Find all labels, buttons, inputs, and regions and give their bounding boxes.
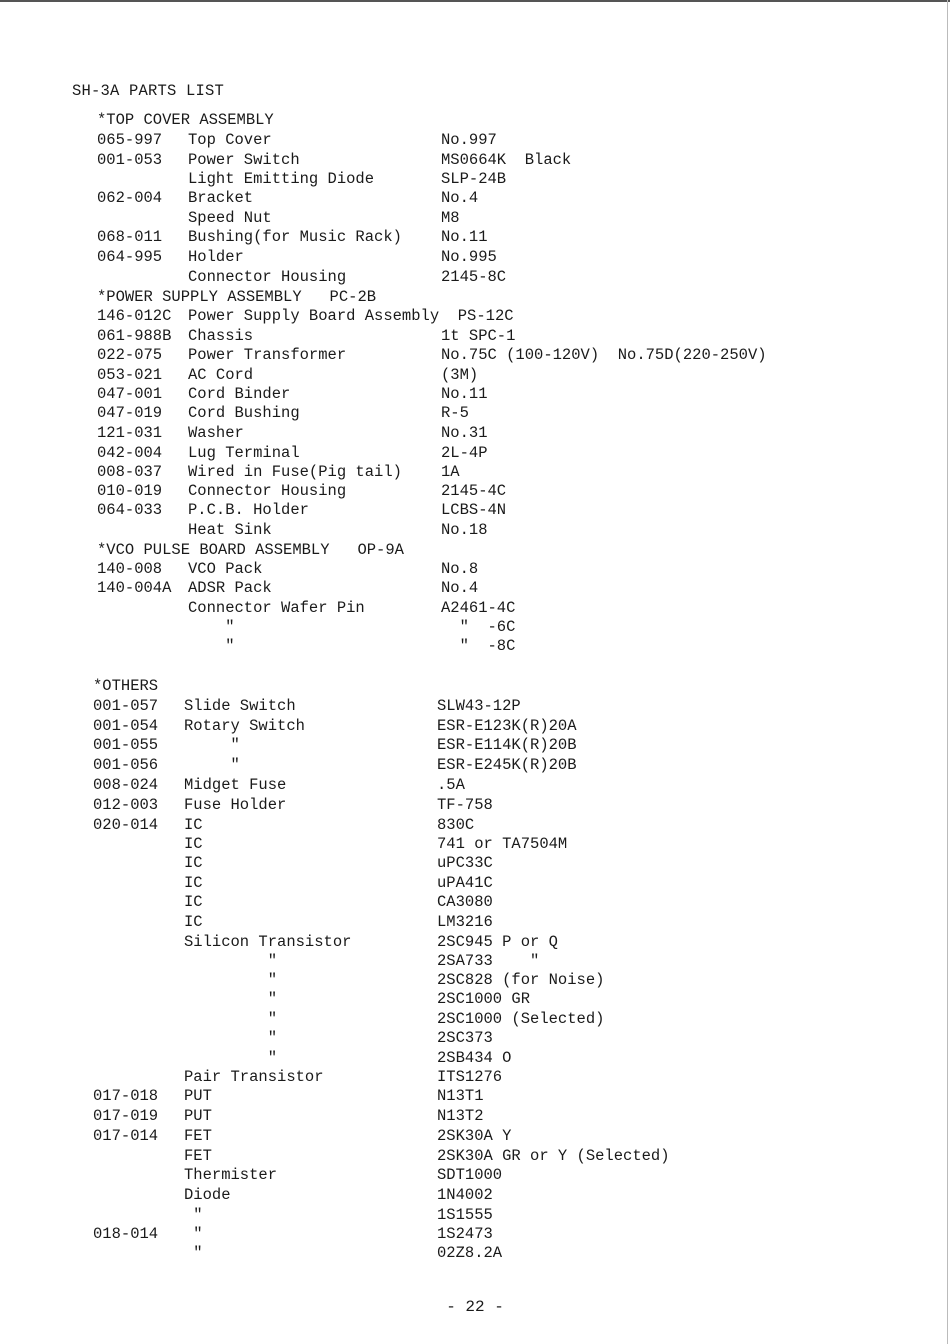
- part-spec: 2SK30A GR or Y (Selected): [437, 1147, 670, 1165]
- part-description: Lug Terminal: [188, 444, 300, 462]
- part-code: 001-053: [97, 151, 163, 169]
- part-spec: 741 or TA7504M: [437, 835, 568, 853]
- part-description: ": [184, 736, 240, 754]
- part-description: Cord Bushing: [188, 404, 300, 422]
- part-description: Diode: [184, 1186, 231, 1204]
- part-description: P.C.B. Holder: [188, 501, 309, 519]
- part-code: 008-037: [97, 463, 163, 481]
- part-spec: 1S2473: [437, 1225, 493, 1243]
- part-description: Wired in Fuse(Pig tail): [188, 463, 402, 481]
- part-spec: uPC33C: [437, 854, 493, 872]
- part-spec: No.11: [441, 385, 488, 403]
- part-code: 022-075: [97, 346, 163, 364]
- part-description: Heat Sink: [188, 521, 272, 539]
- part-description: IC: [184, 835, 203, 853]
- part-spec: No.4: [441, 189, 479, 207]
- part-description: ": [188, 618, 235, 636]
- part-description: Power Supply Board Assembly PS-12C: [188, 307, 514, 325]
- part-code: 140-008: [97, 560, 163, 578]
- part-spec: 1t SPC-1: [441, 327, 516, 345]
- part-code: 012-003: [93, 796, 159, 814]
- part-description: ": [184, 1244, 203, 1262]
- part-spec: ESR-E114K(R)20B: [437, 736, 577, 754]
- part-description: FET: [184, 1147, 212, 1165]
- part-description: FET: [184, 1127, 212, 1145]
- part-description: ": [184, 1049, 278, 1067]
- part-spec: R-5: [441, 404, 469, 422]
- part-spec: No.997: [441, 131, 497, 149]
- part-description: PUT: [184, 1107, 212, 1125]
- part-description: Thermister: [184, 1166, 278, 1184]
- part-spec: 2L-4P: [441, 444, 488, 462]
- part-description: ": [188, 637, 235, 655]
- part-description: Chassis: [188, 327, 254, 345]
- part-description: IC: [184, 816, 203, 834]
- part-code: 047-001: [97, 385, 163, 403]
- part-description: Pair Transistor: [184, 1068, 324, 1086]
- part-spec: SLW43-12P: [437, 697, 521, 715]
- part-spec: ESR-E245K(R)20B: [437, 756, 577, 774]
- part-description: Cord Binder: [188, 385, 291, 403]
- part-spec: 2145-4C: [441, 482, 507, 500]
- part-code: 042-004: [97, 444, 163, 462]
- part-description: ": [184, 971, 278, 989]
- part-spec: 1S1555: [437, 1206, 493, 1224]
- part-description: Top Cover: [188, 131, 272, 149]
- part-description: Midget Fuse: [184, 776, 287, 794]
- part-code: 068-011: [97, 228, 163, 246]
- section-heading: *TOP COVER ASSEMBLY: [97, 111, 274, 129]
- part-description: Holder: [188, 248, 244, 266]
- part-spec: MS0664K Black: [441, 151, 572, 169]
- part-description: Power Switch: [188, 151, 300, 169]
- part-code: 065-997: [97, 131, 163, 149]
- part-code: 121-031: [97, 424, 163, 442]
- part-description: ": [184, 1206, 203, 1224]
- part-description: IC: [184, 854, 203, 872]
- part-description: Connector Wafer Pin: [188, 599, 365, 617]
- part-spec: 2SC1000 GR: [437, 990, 531, 1008]
- part-description: Bracket: [188, 189, 254, 207]
- part-description: ": [184, 1010, 278, 1028]
- document-title: SH-3A PARTS LIST: [72, 82, 225, 100]
- part-description: Connector Housing: [188, 482, 347, 500]
- part-spec: 2SA733 ": [437, 952, 540, 970]
- part-spec: 2SC1000 (Selected): [437, 1010, 605, 1028]
- part-description: IC: [184, 893, 203, 911]
- part-spec: 2145-8C: [441, 268, 507, 286]
- part-description: Fuse Holder: [184, 796, 287, 814]
- part-description: IC: [184, 874, 203, 892]
- part-spec: 2SC945 P or Q: [437, 933, 558, 951]
- part-code: 017-018: [93, 1087, 159, 1105]
- part-code: 001-055: [93, 736, 159, 754]
- part-code: 061-988B: [97, 327, 172, 345]
- part-description: AC Cord: [188, 366, 254, 384]
- part-spec: No.31: [441, 424, 488, 442]
- part-spec: SDT1000: [437, 1166, 503, 1184]
- right-border-line: [947, 0, 948, 1344]
- page-number: - 22 -: [446, 1298, 504, 1316]
- part-spec: No.8: [441, 560, 479, 578]
- part-description: Washer: [188, 424, 244, 442]
- section-heading: *OTHERS: [93, 677, 159, 695]
- part-spec: No.18: [441, 521, 488, 539]
- part-description: Bushing(for Music Rack): [188, 228, 402, 246]
- part-code: 017-019: [93, 1107, 159, 1125]
- part-description: Connector Housing: [188, 268, 347, 286]
- part-spec: " -6C: [441, 618, 516, 636]
- part-description: Speed Nut: [188, 209, 272, 227]
- part-spec: TF-758: [437, 796, 493, 814]
- part-spec: (3M): [441, 366, 479, 384]
- part-spec: 2SB434 O: [437, 1049, 512, 1067]
- part-spec: 2SK30A Y: [437, 1127, 512, 1145]
- part-code: 020-014: [93, 816, 159, 834]
- part-code: 047-019: [97, 404, 163, 422]
- part-description: ADSR Pack: [188, 579, 272, 597]
- part-spec: M8: [441, 209, 460, 227]
- part-spec: N13T2: [437, 1107, 484, 1125]
- part-spec: N13T1: [437, 1087, 484, 1105]
- part-description: PUT: [184, 1087, 212, 1105]
- part-description: IC: [184, 913, 203, 931]
- part-spec: .5A: [437, 776, 465, 794]
- part-description: ": [184, 1225, 203, 1243]
- part-spec: No.75C (100-120V) No.75D(220-250V): [441, 346, 767, 364]
- part-spec: LCBS-4N: [441, 501, 507, 519]
- part-code: 146-012C: [97, 307, 172, 325]
- part-code: 140-004A: [97, 579, 172, 597]
- part-spec: 830C: [437, 816, 475, 834]
- part-spec: 02Z8.2A: [437, 1244, 503, 1262]
- part-code: 053-021: [97, 366, 163, 384]
- part-code: 018-014: [93, 1225, 159, 1243]
- part-code: 008-024: [93, 776, 159, 794]
- top-border-line: [0, 0, 950, 2]
- part-code: 001-056: [93, 756, 159, 774]
- part-description: VCO Pack: [188, 560, 263, 578]
- part-spec: No.995: [441, 248, 497, 266]
- part-spec: SLP-24B: [441, 170, 507, 188]
- section-heading: *POWER SUPPLY ASSEMBLY PC-2B: [97, 288, 377, 306]
- part-spec: LM3216: [437, 913, 493, 931]
- part-spec: CA3080: [437, 893, 493, 911]
- part-code: 064-033: [97, 501, 163, 519]
- part-description: ": [184, 1029, 278, 1047]
- part-spec: 2SC828 (for Noise): [437, 971, 605, 989]
- part-description: ": [184, 952, 278, 970]
- part-spec: " -8C: [441, 637, 516, 655]
- part-description: ": [184, 756, 240, 774]
- part-spec: No.11: [441, 228, 488, 246]
- part-spec: A2461-4C: [441, 599, 516, 617]
- part-description: Power Transformer: [188, 346, 347, 364]
- part-code: 010-019: [97, 482, 163, 500]
- part-code: 001-057: [93, 697, 159, 715]
- part-code: 017-014: [93, 1127, 159, 1145]
- part-spec: 1N4002: [437, 1186, 493, 1204]
- part-description: Rotary Switch: [184, 717, 305, 735]
- part-code: 001-054: [93, 717, 159, 735]
- part-spec: No.4: [441, 579, 479, 597]
- part-description: Slide Switch: [184, 697, 296, 715]
- part-spec: ESR-E123K(R)20A: [437, 717, 577, 735]
- part-spec: 1A: [441, 463, 460, 481]
- part-spec: ITS1276: [437, 1068, 503, 1086]
- part-code: 064-995: [97, 248, 163, 266]
- part-code: 062-004: [97, 189, 163, 207]
- part-description: Light Emitting Diode: [188, 170, 375, 188]
- part-description: Silicon Transistor: [184, 933, 352, 951]
- part-spec: uPA41C: [437, 874, 493, 892]
- section-heading: *VCO PULSE BOARD ASSEMBLY OP-9A: [97, 541, 404, 559]
- part-description: ": [184, 990, 278, 1008]
- part-spec: 2SC373: [437, 1029, 493, 1047]
